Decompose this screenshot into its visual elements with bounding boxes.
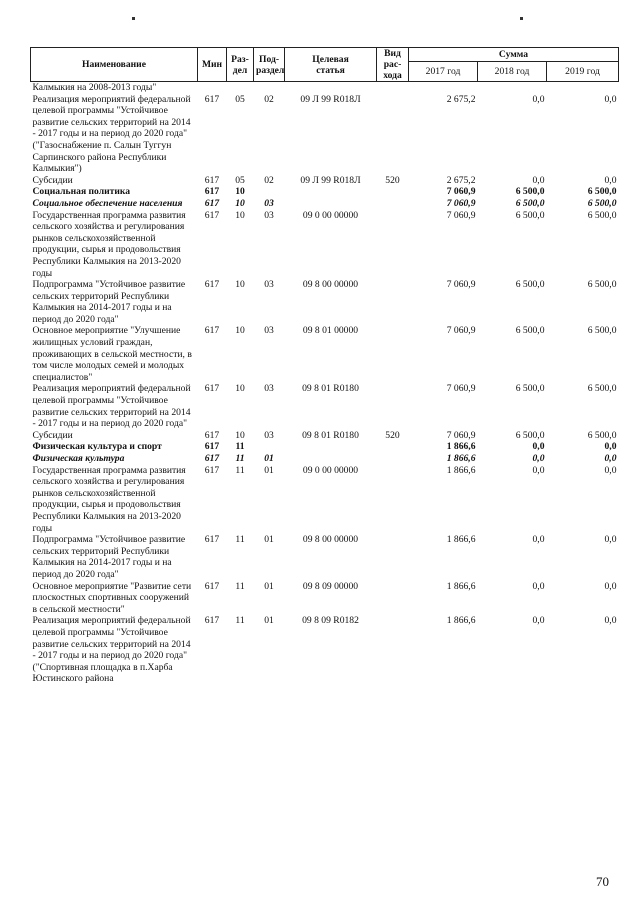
cell-2018: 0,0: [532, 534, 545, 546]
cell-name: Основное мероприятие "Развитие сети плоскостных спортивных сооружений в сельской местности": [32, 580, 192, 615]
cell-2019: 0,0: [604, 93, 617, 105]
table-row: [31, 198, 619, 210]
header-name: Наименование: [31, 48, 198, 82]
cell-2018: 6 500,0: [515, 429, 545, 441]
cell-2019: 0,0: [604, 441, 617, 453]
cell-razdel: 10: [235, 209, 245, 221]
cell-2019: [547, 82, 619, 94]
cell-name: Физическая культура и спорт: [32, 441, 162, 453]
cell-razdel: 11: [235, 580, 245, 592]
cell-name: Государственная программа развития сельского хозяйства и регулирования рынков сельскохозяйственной продукции, сырья и продовольствия Республики Калмыкия на 2013-2020 годы: [32, 209, 186, 279]
header-2017: 2017 год: [409, 61, 478, 81]
cell-2018: 0,0: [532, 453, 545, 464]
cell-2019: 0,0: [604, 453, 617, 464]
cell-2017: 7 060,9: [446, 197, 476, 209]
cell-vid: [377, 534, 409, 580]
table-row: [31, 615, 619, 685]
cell-min: 617: [204, 325, 220, 337]
cell-vid: [377, 210, 409, 280]
header-summa: Сумма: [409, 48, 619, 62]
cell-2017: 2 675,2: [446, 174, 476, 186]
cell-2018: 0,0: [532, 580, 545, 592]
cell-podrazdel: 01: [264, 453, 274, 464]
cell-podrazdel: 02: [264, 174, 274, 186]
cell-podrazdel: 01: [264, 534, 274, 546]
cell-min: 617: [204, 429, 220, 441]
table-row: [31, 534, 619, 580]
cell-razdel: 11: [235, 464, 245, 476]
cell-podrazdel: 03: [264, 325, 274, 337]
cell-target: [285, 82, 377, 94]
cell-target: 09 8 01 R0180: [302, 383, 359, 395]
cell-vid: 520: [385, 429, 400, 441]
table-row: [31, 186, 619, 198]
cell-min: 617: [204, 453, 220, 464]
cell-name: Социальная политика: [32, 186, 131, 198]
cell-2017: [409, 82, 478, 94]
header-podrazdel: Под- раздел: [254, 48, 285, 82]
cell-vid: [377, 465, 409, 535]
cell-target: 09 Л 99 R018Л: [300, 174, 361, 186]
cell-2017: 7 060,9: [446, 186, 476, 198]
table-row: [31, 441, 619, 453]
cell-2019: 0,0: [604, 464, 617, 476]
cell-2019: 0,0: [604, 174, 617, 186]
cell-vid: [377, 198, 409, 210]
cell-vid: [377, 94, 409, 175]
cell-razdel: 10: [235, 279, 245, 291]
cell-razdel: 10: [235, 383, 245, 395]
cell-2018: 0,0: [532, 615, 545, 627]
cell-2019: 0,0: [604, 615, 617, 627]
header-min: Мин: [198, 48, 227, 82]
cell-podrazdel: [254, 186, 285, 198]
cell-razdel: 11: [235, 453, 245, 464]
cell-min: 617: [204, 615, 220, 627]
cell-target: [285, 198, 377, 210]
header-2019: 2019 год: [547, 61, 619, 81]
cell-vid: [377, 441, 409, 453]
cell-target: 09 0 00 00000: [302, 464, 359, 476]
cell-vid: [377, 453, 409, 465]
cell-razdel: 11: [235, 615, 245, 627]
page-number: 70: [596, 874, 609, 889]
header-2018: 2018 год: [478, 61, 547, 81]
cell-name: Реализация мероприятий федеральной целевой программы "Устойчивое развитие сельских территорий на 2014 - 2017 годы и на период до 2020 года": [32, 383, 191, 430]
cell-name: Реализация мероприятий федеральной целевой программы "Устойчивое развитие сельских территорий на 2014 - 2017 годы и на период до 2020 года" ("Спортивная площадка в п.Харба Юстинского района: [32, 615, 191, 685]
cell-2018: 0,0: [532, 464, 545, 476]
table-row: [31, 465, 619, 535]
cell-2017: 7 060,9: [446, 429, 476, 441]
cell-razdel: 10: [235, 186, 245, 198]
cell-razdel: 10: [235, 197, 245, 209]
cell-target: 09 8 09 00000: [302, 580, 359, 592]
cell-podrazdel: 02: [264, 93, 274, 105]
cell-2017: 7 060,9: [446, 325, 476, 337]
cell-2017: 1 866,6: [446, 534, 476, 546]
header-target: Целевая статья: [285, 48, 377, 82]
cell-2018: 6 500,0: [515, 197, 545, 209]
cell-2019: 0,0: [604, 534, 617, 546]
table-header: [31, 48, 619, 82]
header-vid: Вид рас- хода: [377, 48, 409, 82]
scan-mark-left: [132, 17, 135, 20]
cell-2019: 6 500,0: [587, 186, 617, 198]
cell-podrazdel: 01: [264, 580, 274, 592]
cell-min: 617: [204, 186, 220, 198]
cell-name: Социальное обеспечение населения: [32, 197, 183, 209]
table-body: [31, 82, 619, 685]
table-row: [31, 210, 619, 280]
cell-target: 09 8 01 R0180: [302, 429, 359, 441]
cell-target: 09 8 00 00000: [302, 279, 359, 291]
table-row: [31, 581, 619, 616]
cell-podrazdel: 03: [264, 197, 274, 209]
cell-2018: 6 500,0: [515, 279, 545, 291]
cell-razdel: [227, 82, 254, 94]
cell-2018: 0,0: [532, 93, 545, 105]
cell-min: 617: [204, 534, 220, 546]
cell-name: Основное мероприятие "Улучшение жилищных условий граждан, проживающих в сельской местности, в том числе молодых семей и молодых специалистов": [32, 325, 192, 383]
cell-vid: [377, 581, 409, 616]
cell-razdel: 10: [235, 325, 245, 337]
cell-2017: 7 060,9: [446, 279, 476, 291]
cell-target: 09 0 00 00000: [302, 209, 359, 221]
cell-vid: [377, 325, 409, 383]
cell-target: [285, 441, 377, 453]
cell-target: [285, 453, 377, 465]
cell-2018: 0,0: [532, 174, 545, 186]
cell-name: Калмыкия на 2008-2013 годы": [32, 82, 157, 93]
cell-2018: 6 500,0: [515, 209, 545, 221]
cell-min: 617: [204, 93, 220, 105]
table-row: [31, 279, 619, 325]
table-row: [31, 325, 619, 383]
cell-2019: 6 500,0: [587, 325, 617, 337]
cell-2019: 6 500,0: [587, 197, 617, 209]
cell-name: Подпрограмма "Устойчивое развитие сельских территорий Республики Калмыкия на 2014-2017 годы и на период до 2020 года": [32, 279, 186, 325]
cell-target: 09 8 00 00000: [302, 534, 359, 546]
cell-min: 617: [204, 464, 220, 476]
cell-razdel: 10: [235, 429, 245, 441]
cell-target: 09 8 09 R0182: [302, 615, 359, 627]
table-row: [31, 94, 619, 175]
cell-target: 09 Л 99 R018Л: [300, 93, 361, 105]
cell-podrazdel: [254, 441, 285, 453]
cell-name: Субсидии: [32, 429, 73, 441]
cell-vid: [377, 615, 409, 685]
cell-2017: 1 866,6: [446, 580, 476, 592]
cell-podrazdel: 03: [264, 279, 274, 291]
cell-razdel: 11: [235, 441, 245, 453]
header-razdel: Раз- дел: [227, 48, 254, 82]
cell-2019: 6 500,0: [587, 383, 617, 395]
cell-2017: 1 866,6: [446, 453, 476, 464]
cell-min: 617: [204, 197, 220, 209]
table-row: [31, 383, 619, 429]
cell-2019: 6 500,0: [587, 429, 617, 441]
cell-min: 617: [204, 383, 220, 395]
cell-razdel: 05: [235, 93, 245, 105]
cell-2017: 7 060,9: [446, 383, 476, 395]
cell-podrazdel: 01: [264, 464, 274, 476]
cell-min: 617: [204, 174, 220, 186]
cell-name: Подпрограмма "Устойчивое развитие сельских территорий Республики Калмыкия на 2014-2017 годы и на период до 2020 года": [32, 534, 186, 580]
cell-2019: 6 500,0: [587, 279, 617, 291]
cell-2017: 7 060,9: [446, 209, 476, 221]
cell-2017: 1 866,6: [446, 464, 476, 476]
cell-2017: 1 866,6: [446, 615, 476, 627]
cell-razdel: 05: [235, 174, 245, 186]
table-row: [31, 453, 619, 465]
cell-2018: 6 500,0: [515, 186, 545, 198]
cell-2019: 0,0: [604, 580, 617, 592]
cell-name: Государственная программа развития сельского хозяйства и регулирования рынков сельскохозяйственной продукции, сырья и продовольствия Республики Калмыкия на 2013-2020 годы: [32, 464, 186, 534]
budget-table: [30, 47, 619, 685]
cell-podrazdel: 03: [264, 429, 274, 441]
cell-target: [285, 186, 377, 198]
cell-2018: 0,0: [532, 441, 545, 453]
cell-vid: [377, 383, 409, 429]
cell-name: Физическая культура: [32, 453, 125, 464]
table-row: [31, 175, 619, 187]
cell-vid: [377, 279, 409, 325]
table-row: [31, 430, 619, 442]
cell-vid: 520: [385, 174, 400, 186]
cell-2017: 2 675,2: [446, 93, 476, 105]
cell-min: 617: [204, 441, 220, 453]
cell-min: [198, 82, 227, 94]
cell-razdel: 11: [235, 534, 245, 546]
cell-podrazdel: 01: [264, 615, 274, 627]
cell-podrazdel: 03: [264, 383, 274, 395]
cell-target: 09 8 01 00000: [302, 325, 359, 337]
cell-name: Субсидии: [32, 174, 73, 186]
cell-podrazdel: 03: [264, 209, 274, 221]
cell-podrazdel: [254, 82, 285, 94]
cell-2019: 6 500,0: [587, 209, 617, 221]
cell-2018: 6 500,0: [515, 325, 545, 337]
table-row: [31, 82, 619, 94]
cell-min: 617: [204, 279, 220, 291]
cell-vid: [377, 82, 409, 94]
cell-2017: 1 866,6: [446, 441, 476, 453]
scan-mark-right: [520, 17, 523, 20]
cell-min: 617: [204, 209, 220, 221]
cell-2018: 6 500,0: [515, 383, 545, 395]
cell-min: 617: [204, 580, 220, 592]
cell-2018: [478, 82, 547, 94]
cell-name: Реализация мероприятий федеральной целевой программы "Устойчивое развитие сельских территорий на 2014 - 2017 годы и на период до 2020 года" ("Газоснабжение п. Салын Туггун Сарпинского района Республики Калмыкия"): [32, 93, 191, 175]
cell-vid: [377, 186, 409, 198]
